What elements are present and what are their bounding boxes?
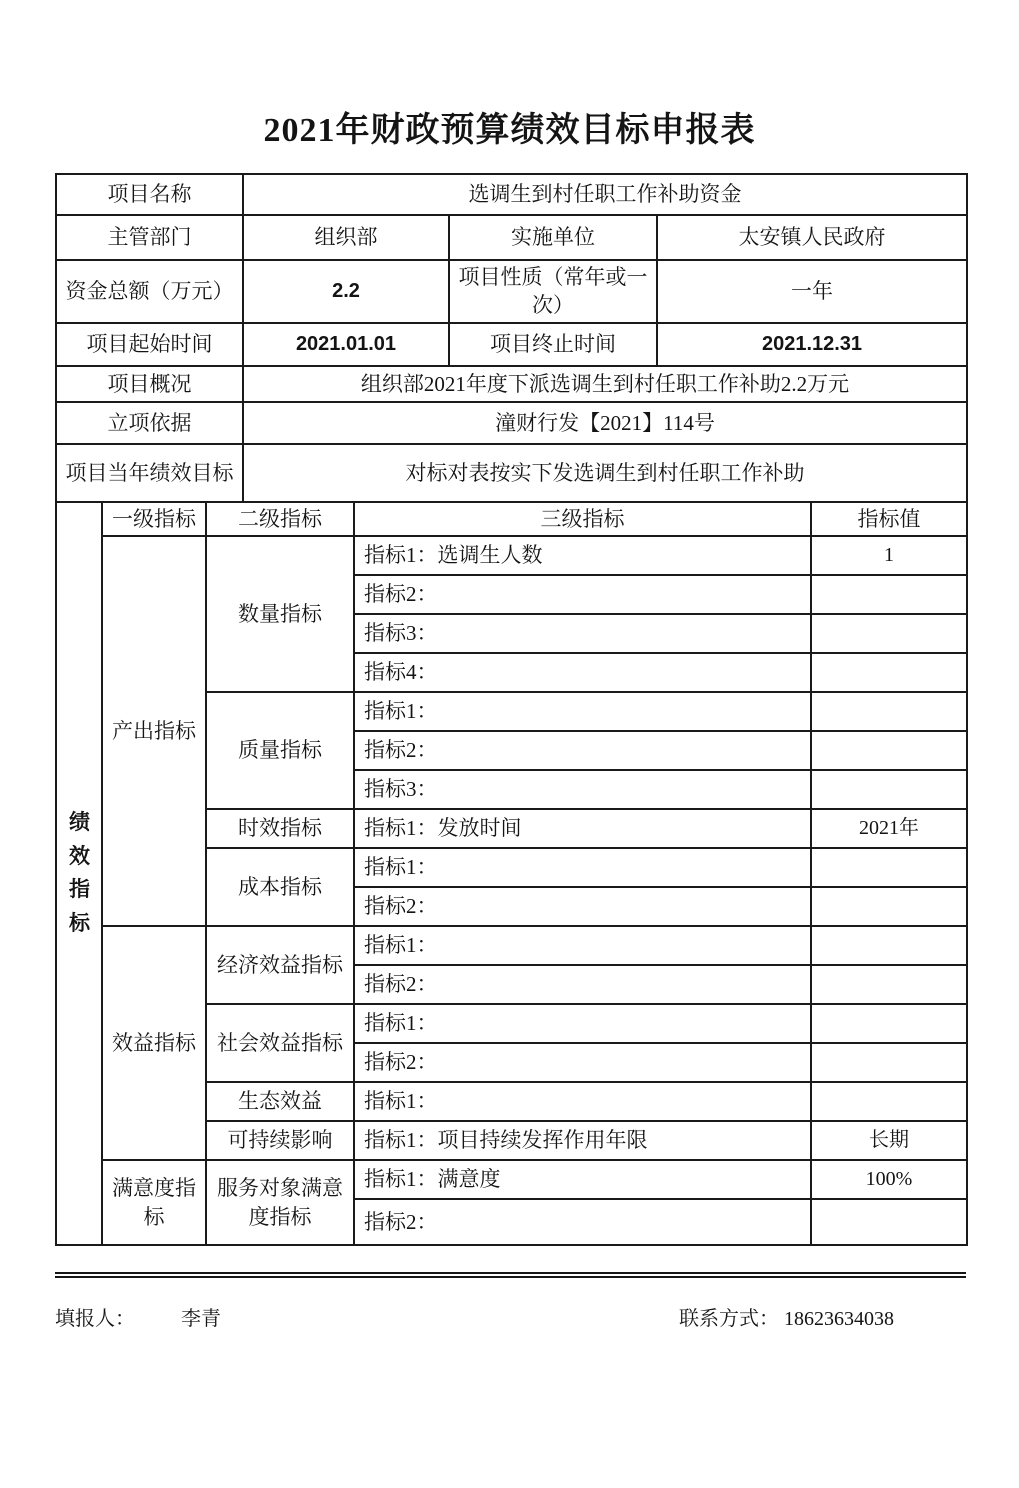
indicator-row [56, 536, 967, 575]
total-funds-value: 2.2 [243, 260, 449, 323]
indicator-name-cell: 指标1： [354, 1082, 811, 1121]
indicator-name-cell: 指标1： [354, 926, 811, 965]
total-funds-label: 资金总额（万元） [56, 260, 243, 323]
section-label-vertical: 绩效指标 [56, 502, 102, 1245]
end-date-label: 项目终止时间 [449, 323, 657, 366]
form-tables [55, 173, 966, 1246]
end-date-value: 2021.12.31 [657, 323, 967, 366]
indicator-value-cell: 1 [811, 536, 967, 575]
table-row [56, 402, 967, 444]
indicator-name-cell: 指标2： [354, 1043, 811, 1082]
indicator-name-cell: 指标1：发放时间 [354, 809, 811, 848]
level2-service-satisfaction: 服务对象满意度指标 [206, 1160, 354, 1245]
filler-label: 填报人： [55, 1308, 135, 1331]
project-nature-label: 项目性质（常年或一次） [449, 260, 657, 323]
indicator-name-cell: 指标2： [354, 731, 811, 770]
level1-satisfaction: 满意度指标 [102, 1160, 206, 1245]
indicator-name-cell: 指标1： [354, 1004, 811, 1043]
table-row [56, 323, 967, 366]
indicator-value-cell [811, 575, 967, 614]
performance-indicators-table [55, 501, 968, 1246]
level2-quality: 质量指标 [206, 692, 354, 809]
indicator-value-cell [811, 887, 967, 926]
indicator-value-cell: 长期 [811, 1121, 967, 1160]
table-row [56, 215, 967, 260]
project-info-table [55, 173, 968, 503]
indicator-name-cell: 指标4： [354, 653, 811, 692]
indicator-name-cell: 指标1：选调生人数 [354, 536, 811, 575]
filler-name: 李青 [181, 1308, 221, 1331]
annual-goal-label: 项目当年绩效目标 [56, 444, 243, 502]
level2-timeliness: 时效指标 [206, 809, 354, 848]
indicator-value-cell: 100% [811, 1160, 967, 1199]
indicator-value-cell [811, 770, 967, 809]
indicator-value-cell [811, 1004, 967, 1043]
indicator-value-cell [811, 653, 967, 692]
start-date-value: 2021.01.01 [243, 323, 449, 366]
indicator-value-cell [811, 614, 967, 653]
indicator-value-cell [811, 692, 967, 731]
start-date-label: 项目起始时间 [56, 323, 243, 366]
indicator-row [56, 926, 967, 965]
indicator-value-cell [811, 1082, 967, 1121]
indicator-name-cell: 指标1：项目持续发挥作用年限 [354, 1121, 811, 1160]
footer [55, 1302, 966, 1331]
level1-benefit: 效益指标 [102, 926, 206, 1160]
table-row [56, 260, 967, 323]
contact-label: 联系方式： [679, 1308, 779, 1331]
indicator-value-cell [811, 926, 967, 965]
indicator-value-cell [811, 848, 967, 887]
indicator-row [56, 1160, 967, 1199]
level2-quantity: 数量指标 [206, 536, 354, 692]
indicator-value-cell [811, 1043, 967, 1082]
overview-value: 组织部2021年度下派选调生到村任职工作补助2.2万元 [243, 366, 967, 402]
level2-cost: 成本指标 [206, 848, 354, 926]
level2-ecological: 生态效益 [206, 1082, 354, 1121]
level2-economic: 经济效益指标 [206, 926, 354, 1004]
indicator-name-cell: 指标2： [354, 575, 811, 614]
table-row [56, 174, 967, 215]
supervising-dept-label: 主管部门 [56, 215, 243, 260]
header-level3: 三级指标 [354, 502, 811, 536]
indicator-value-cell [811, 731, 967, 770]
overview-label: 项目概况 [56, 366, 243, 402]
level2-social: 社会效益指标 [206, 1004, 354, 1082]
indicator-name-cell: 指标2： [354, 887, 811, 926]
table-row [56, 444, 967, 502]
page-title: 2021年财政预算绩效目标申报表 [263, 112, 756, 149]
basis-label: 立项依据 [56, 402, 243, 444]
indicator-value-cell: 2021年 [811, 809, 967, 848]
indicator-name-cell: 指标3： [354, 614, 811, 653]
basis-value: 潼财行发【2021】114号 [243, 402, 967, 444]
implementing-unit-label: 实施单位 [449, 215, 657, 260]
project-nature-value: 一年 [657, 260, 967, 323]
contact-value: 18623634038 [784, 1308, 894, 1331]
header-level2: 二级指标 [206, 502, 354, 536]
contact-group [679, 1302, 894, 1331]
indicator-name-cell: 指标1：满意度 [354, 1160, 811, 1199]
project-name-label: 项目名称 [56, 174, 243, 215]
indicator-name-cell: 指标3： [354, 770, 811, 809]
table-row [56, 366, 967, 402]
indicator-name-cell: 指标1： [354, 848, 811, 887]
indicator-name-cell: 指标2： [354, 1199, 811, 1245]
project-name-value: 选调生到村任职工作补助资金 [243, 174, 967, 215]
header-level1: 一级指标 [102, 502, 206, 536]
indicator-name-cell: 指标1： [354, 692, 811, 731]
indicator-header-row [56, 502, 967, 536]
indicator-name-cell: 指标2： [354, 965, 811, 1004]
indicator-value-cell [811, 965, 967, 1004]
header-value: 指标值 [811, 502, 967, 536]
annual-goal-value: 对标对表按实下发选调生到村任职工作补助 [243, 444, 967, 502]
supervising-dept-value: 组织部 [243, 215, 449, 260]
indicator-value-cell [811, 1199, 967, 1245]
double-rule-divider [55, 1272, 966, 1278]
implementing-unit-value: 太安镇人民政府 [657, 215, 967, 260]
level1-output: 产出指标 [102, 536, 206, 926]
level2-sustainable: 可持续影响 [206, 1121, 354, 1160]
